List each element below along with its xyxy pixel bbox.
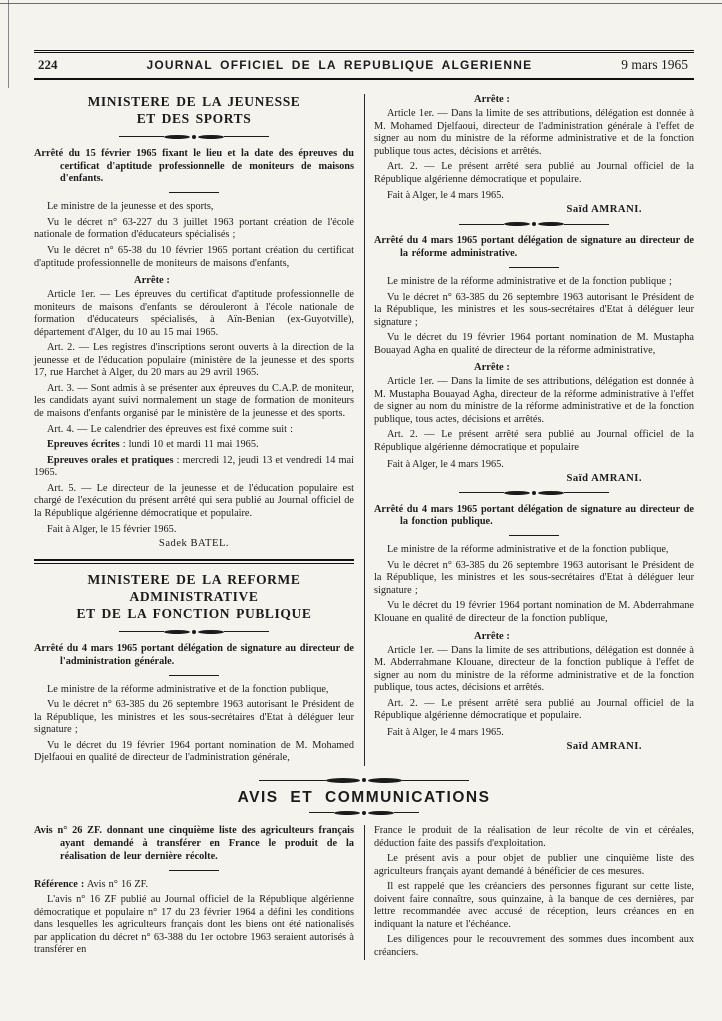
schedule-text: : mercredi 12, jeudi 13 et vendredi 14 mai 1965.	[34, 454, 354, 479]
arrete-label: Arrête :	[134, 275, 170, 287]
ornament-divider-large	[259, 778, 469, 783]
article: Art. 3. — Sont admis à se présenter aux épreuves du C.A.P. de moniteur, les candidats ayant suivi normalement un stage de formation de moniteurs de maisons d'enfants organisé par le ministère de la jeunesse et des sports.	[34, 382, 354, 419]
avis-heading: Avis n° 26 ZF. donnant une cinquième liste des agriculteurs français ayant demandé à transférer en France le produit de la réalisation de leur dernière récolte.	[34, 824, 354, 862]
ornament-divider	[459, 222, 609, 226]
ornament-divider	[459, 491, 609, 495]
avis-section	[34, 778, 694, 962]
signature: Saïd AMRANI.	[566, 472, 642, 484]
avis-right-column	[374, 823, 694, 962]
article: Article 1er. — Dans la limite de ses attributions, délégation est donnée à M. Mustapha Bouayad Agha, directeur de la réforme administrative à l'effet de signer au nom du ministre de la réforme administrative et de la fonction publique, tous actes, décisions et arrêtés.	[374, 376, 694, 425]
arrete-label: Arrête :	[474, 362, 510, 374]
issue-date: 9 mars 1965	[621, 57, 688, 72]
scan-edge-left	[8, 0, 9, 88]
section-delegation-fonction	[374, 504, 694, 752]
paragraph: Vu le décret n° 65-38 du 10 février 1965 portant création du certificat d'aptitude professionnelle de moniteurs de maisons d'enfants,	[34, 244, 354, 269]
ministry-title-line2: ET DE LA FONCTION PUBLIQUE	[76, 606, 312, 622]
paragraph: Vu le décret n° 63-385 du 26 septembre 1963 autorisant le Président de la République, les ministres et les sous-secrétaires d'Etat à déléguer leur signature ;	[34, 699, 354, 736]
small-rule	[169, 192, 219, 193]
decree-heading: Arrêté du 15 février 1965 fixant le lieu et la date des épreuves du certificat d'aptitude professionnelle de moniteurs de maisons d'enfants.	[34, 147, 354, 185]
page-header	[34, 50, 694, 80]
reference-text: Avis n° 16 ZF.	[84, 878, 149, 890]
section-delegation-admin	[374, 94, 694, 215]
left-column	[34, 92, 354, 768]
avis-columns	[34, 823, 694, 962]
small-rule	[169, 870, 219, 871]
ministry-title	[34, 572, 354, 623]
journal-title: JOURNAL OFFICIEL DE LA REPUBLIQUE ALGERIENNE	[146, 58, 533, 72]
main-columns	[34, 92, 694, 768]
article: Art. 2. — Le présent arrêté sera publié au Journal officiel de la République algérienne démocratique et populaire.	[374, 161, 694, 185]
article: Art. 4. — Le calendrier des épreuves est fixé comme suit :	[47, 423, 293, 435]
article: Art. 2. — Le présent arrêté sera publié au Journal officiel de la République algérienne démocratique et populaire	[374, 429, 694, 454]
paragraph: Le ministre de la réforme administrative et de la fonction publique ;	[387, 276, 672, 287]
paragraph: L'avis n° 16 ZF publié au Journal officiel de la République algérienne démocratique et populaire n° 17 du 23 février 1964 a défini les conditions dans lesquelles les agriculteurs français dont les biens ont été nationalisés par application du décret n° 63-388 du 1er octobre 1963 seraient autorisés à transférer en	[34, 894, 354, 956]
schedule-line	[34, 439, 354, 452]
small-rule	[509, 535, 559, 536]
paragraph: Le ministre de la réforme administrative et de la fonction publique,	[47, 683, 329, 695]
ministry-title-line1: MINISTERE DE LA REFORME ADMINISTRATIVE	[87, 572, 301, 605]
small-rule	[509, 267, 559, 268]
avis-section-title: AVIS ET COMMUNICATIONS	[237, 788, 491, 806]
arrete-label: Arrête :	[474, 630, 510, 642]
arrete-label: Arrête :	[474, 94, 510, 105]
signature: Saïd AMRANI.	[566, 204, 642, 216]
section-delegation-reforme	[374, 235, 694, 483]
section-ministry-reform	[34, 572, 354, 765]
paragraph: Vu le décret du 19 février 1964 portant nomination de M. Mohamed Djelfaoui en qualité de directeur de l'administration générale,	[34, 739, 354, 764]
paragraph: France le produit de la réalisation de leur récolte de vin et céréales, déduction faite des passifs d'exploitation.	[374, 824, 694, 849]
fait-line: Fait à Alger, le 15 février 1965.	[47, 524, 177, 536]
article: Article 1er. — Dans la limite de ses attributions, délégation est donnée à M. Mohamed Djelfaoui, directeur de l'administration générale à l'effet de signer au nom du ministre de la réforme administrative et de la fonction publique tous actes, décisions et arrêtés.	[374, 108, 694, 157]
ornament-divider	[119, 630, 269, 634]
paragraph: Vu le décret n° 63-227 du 3 juillet 1963 portant création de l'école nationale de formation d'éducateurs spécialisés ;	[34, 216, 354, 241]
paragraph: Les diligences pour le recouvrement des sommes dues incombent aux créanciers.	[374, 934, 694, 958]
section-divider-rule	[34, 559, 354, 564]
reference-line	[34, 879, 354, 892]
paragraph: Vu le décret n° 63-385 du 26 septembre 1963 autorisant le Président de la République, les ministres et les sous-secrétaires d'Etat à déléguer leur signature ;	[374, 291, 694, 328]
signature: Saïd AMRANI.	[566, 740, 642, 752]
ministry-title-line2: ET DES SPORTS	[136, 110, 252, 126]
article: Article 1er. — Les épreuves du certificat d'aptitude professionnelle de moniteurs de maisons d'enfants se dérouleront à l'école nationale de formation d'éducateurs spécialisés, à Aïn-Benian (ex-Guyotville), département d'Alger, du 10 au 15 mai 1965.	[34, 289, 354, 338]
decree-heading: Arrêté du 4 mars 1965 portant délégation de signature au directeur de la fonction publique.	[374, 503, 694, 528]
avis-left-column	[34, 823, 354, 962]
page-number: 224	[38, 57, 58, 72]
schedule-text: : lundi 10 et mardi 11 mai 1965.	[119, 439, 259, 451]
paragraph: Vu le décret du 19 février 1964 portant nomination de M. Mustapha Bouayad Agha en qualité de directeur de la réforme administrative,	[374, 332, 694, 356]
fait-line: Fait à Alger, le 4 mars 1965.	[387, 458, 504, 470]
paragraph: Le présent avis a pour objet de publier une cinquième liste des agriculteurs français ayant demandé à bénéficier de ces mesures.	[374, 853, 694, 877]
section-ministry-youth	[34, 94, 354, 549]
signature: Sadek BATEL.	[158, 538, 230, 550]
paragraph: Le ministre de la réforme administrative et de la fonction publique,	[387, 544, 669, 556]
decree-heading: Arrêté du 4 mars 1965 portant délégation de signature au directeur de l'administration générale.	[34, 642, 354, 667]
schedule-label: Epreuves écrites	[47, 439, 120, 451]
article: Art. 5. — Le directeur de la jeunesse et de l'éducation populaire est chargé de l'exécution du présent arrêté qui sera publié au Journal officiel de la République algérienne démocratique et populaire.	[34, 482, 354, 519]
article: Art. 2. — Le présent arrêté sera publié au Journal officiel de la République algérienne démocratique et populaire.	[374, 697, 694, 722]
scan-edge-top	[0, 3, 722, 4]
paragraph: Le ministre de la jeunesse et des sports,	[47, 201, 214, 213]
ornament-divider-small	[309, 811, 419, 815]
schedule-line	[34, 455, 354, 480]
article: Art. 2. — Les registres d'inscriptions seront ouverts à la direction de la jeunesse et de l'éducation populaire (ministère de la jeunesse et des sports 17, rue Harchet à Alger, du 20 mars au 29 avril 1965.	[34, 342, 354, 379]
ministry-title-line1: MINISTERE DE LA JEUNESSE	[87, 94, 301, 109]
small-rule	[169, 675, 219, 676]
decree-heading: Arrêté du 4 mars 1965 portant délégation de signature au directeur de la réforme administrative.	[374, 235, 694, 260]
ministry-title	[34, 94, 354, 128]
ornament-divider	[119, 135, 269, 139]
schedule-label: Epreuves orales et pratiques	[47, 454, 174, 466]
paragraph: Il est rappelé que les créanciers des personnes figurant sur cette liste, doivent faire connaître, sous quinzaine, à la banque de ces dernières, par lettre recommandée avec accusé de réception, leurs créances en en indiquant la nature et l'échéance.	[374, 881, 694, 930]
fait-line: Fait à Alger, le 4 mars 1965.	[387, 190, 504, 202]
right-column	[374, 92, 694, 768]
paragraph: Vu le décret du 19 février 1964 portant nomination de M. Abderrahmane Klouane en qualité de directeur de la fonction publique,	[374, 600, 694, 625]
paragraph: Vu le décret n° 63-385 du 26 septembre 1963 autorisant le Président de la République, les ministres et les sous-secrétaires d'Etat à déléguer leur signature ;	[374, 559, 694, 596]
article: Article 1er. — Dans la limite de ses attributions, délégation est donnée à M. Abderrahmane Klouane, directeur de la fonction publique à l'effet de signer au nom du ministre de la réforme administrative et de la fonction publique, tous actes, décisions et arrêtés.	[374, 644, 694, 694]
reference-label: Référence :	[34, 878, 85, 890]
fait-line: Fait à Alger, le 4 mars 1965.	[387, 726, 504, 738]
